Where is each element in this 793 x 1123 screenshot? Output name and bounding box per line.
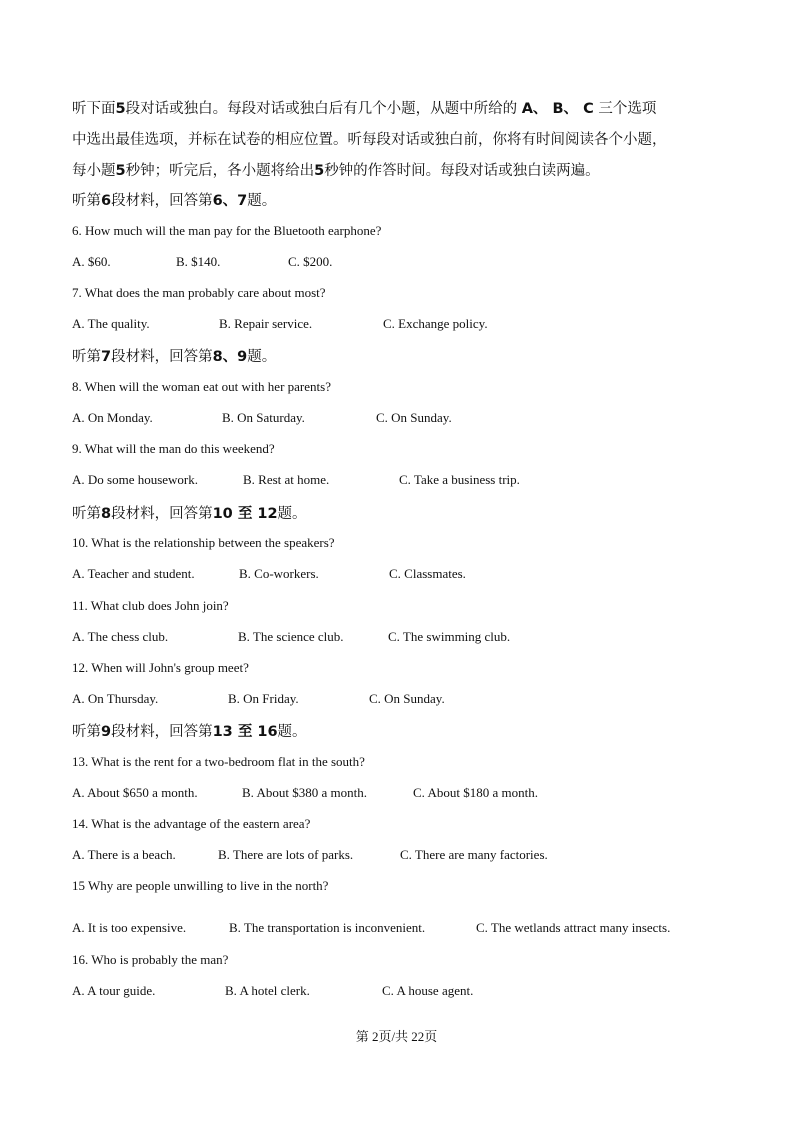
instr-text: 段对话或独白。每段对话或独白后有几个小题，从题中所给的 xyxy=(125,101,518,117)
heading-text: 题。 xyxy=(247,349,277,365)
heading-question-range: 10 至 12 xyxy=(212,506,278,522)
page-number-footer: 第 2页/共 22页 xyxy=(355,1029,438,1044)
option-c: C. On Sunday. xyxy=(369,691,445,706)
option-c: C. A house agent. xyxy=(382,983,474,998)
section-heading-6 xyxy=(72,189,276,210)
option-b: B. On Friday. xyxy=(228,691,299,706)
option-b: B. On Saturday. xyxy=(222,410,305,425)
option-c: C. On Sunday. xyxy=(376,410,452,425)
question-6: 6. How much will the man pay for the Bluetooth earphone? xyxy=(72,223,382,238)
heading-question-range: 13 至 16 xyxy=(212,724,278,740)
question-14: 14. What is the advantage of the eastern area? xyxy=(72,816,311,831)
heading-question-range: 6、7 xyxy=(212,193,248,209)
heading-text: 听第 xyxy=(72,724,101,740)
option-c: C. There are many factories. xyxy=(400,847,548,862)
heading-number: 8 xyxy=(101,506,112,522)
instr-text: 秒钟；听完后，各小题将给出 xyxy=(125,163,315,179)
option-a: A. About $650 a month. xyxy=(72,785,198,800)
instructions-line-2: 中选出最佳选项，并标在试卷的相应位置。听每段对话或独白前，你将有时间阅读各个小题， xyxy=(72,132,667,148)
heading-question-range: 8、9 xyxy=(212,349,248,365)
option-c: C. $200. xyxy=(288,254,333,269)
option-b: B. About $380 a month. xyxy=(242,785,367,800)
option-b: B. The transportation is inconvenient. xyxy=(229,920,426,935)
heading-number: 7 xyxy=(101,349,112,365)
question-7: 7. What does the man probably care about most? xyxy=(72,285,326,300)
option-c: C. Classmates. xyxy=(389,566,466,581)
heading-number: 9 xyxy=(101,724,112,740)
question-8: 8. When will the woman eat out with her parents? xyxy=(72,379,331,394)
option-b: B. A hotel clerk. xyxy=(225,983,310,998)
heading-text: 段材料，回答第 xyxy=(111,193,213,209)
heading-text: 听第 xyxy=(72,193,101,209)
option-a: A. Do some housework. xyxy=(72,472,199,487)
option-b: B. The science club. xyxy=(238,629,344,644)
option-b: B. Rest at home. xyxy=(243,472,330,487)
heading-text: 听第 xyxy=(72,349,101,365)
question-13: 13. What is the rent for a two-bedroom flat in the south? xyxy=(72,754,365,769)
option-a: A. On Monday. xyxy=(72,410,153,425)
option-b: B. Repair service. xyxy=(219,316,313,331)
section-heading-7 xyxy=(72,345,276,366)
option-a: A. The quality. xyxy=(72,316,150,331)
instructions-line-1 xyxy=(72,94,732,125)
section-heading-8 xyxy=(72,502,307,523)
heading-text: 段材料，回答第 xyxy=(111,724,213,740)
option-c: C. The swimming club. xyxy=(388,629,511,644)
section-heading-9 xyxy=(72,720,307,741)
heading-text: 题。 xyxy=(247,193,277,209)
option-c: C. About $180 a month. xyxy=(413,785,538,800)
option-a: A. Teacher and student. xyxy=(72,566,195,581)
option-a: A. $60. xyxy=(72,254,111,269)
heading-text: 段材料，回答第 xyxy=(111,349,213,365)
heading-text: 段材料，回答第 xyxy=(111,506,213,522)
option-a: A. There is a beach. xyxy=(72,847,176,862)
option-c: C. Exchange policy. xyxy=(383,316,488,331)
question-16: 16. Who is probably the man? xyxy=(72,952,229,967)
instr-number: 5 xyxy=(314,163,325,179)
option-b: B. There are lots of parks. xyxy=(218,847,354,862)
instr-text: 每小题 xyxy=(72,163,116,179)
heading-text: 题。 xyxy=(277,724,307,740)
heading-text: 题。 xyxy=(277,506,307,522)
question-12: 12. When will John's group meet? xyxy=(72,660,249,675)
option-a: A. On Thursday. xyxy=(72,691,159,706)
option-c: C. Take a business trip. xyxy=(399,472,520,487)
instr-text: 三个选项 xyxy=(598,101,657,117)
instructions-line-3 xyxy=(72,156,732,187)
heading-text: 听第 xyxy=(72,506,101,522)
question-11: 11. What club does John join? xyxy=(72,598,229,613)
question-9: 9. What will the man do this weekend? xyxy=(72,441,275,456)
instr-text: 秒钟的作答时间。每段对话或独白读两遍。 xyxy=(324,163,600,179)
instr-text: 听下面 xyxy=(72,101,116,117)
question-10: 10. What is the relationship between the speakers? xyxy=(72,535,335,550)
instr-options: A、 B、 C xyxy=(521,101,594,117)
instr-number: 5 xyxy=(115,163,126,179)
option-a: A. A tour guide. xyxy=(72,983,156,998)
question-15: 15 Why are people unwilling to live in the north? xyxy=(72,878,329,893)
option-a: A. The chess club. xyxy=(72,629,169,644)
option-b: B. Co-workers. xyxy=(239,566,319,581)
instr-number: 5 xyxy=(115,101,126,117)
heading-number: 6 xyxy=(101,193,112,209)
listening-instructions xyxy=(72,94,732,187)
option-b: B. $140. xyxy=(176,254,221,269)
option-c: C. The wetlands attract many insects. xyxy=(476,920,671,935)
option-a: A. It is too expensive. xyxy=(72,920,187,935)
